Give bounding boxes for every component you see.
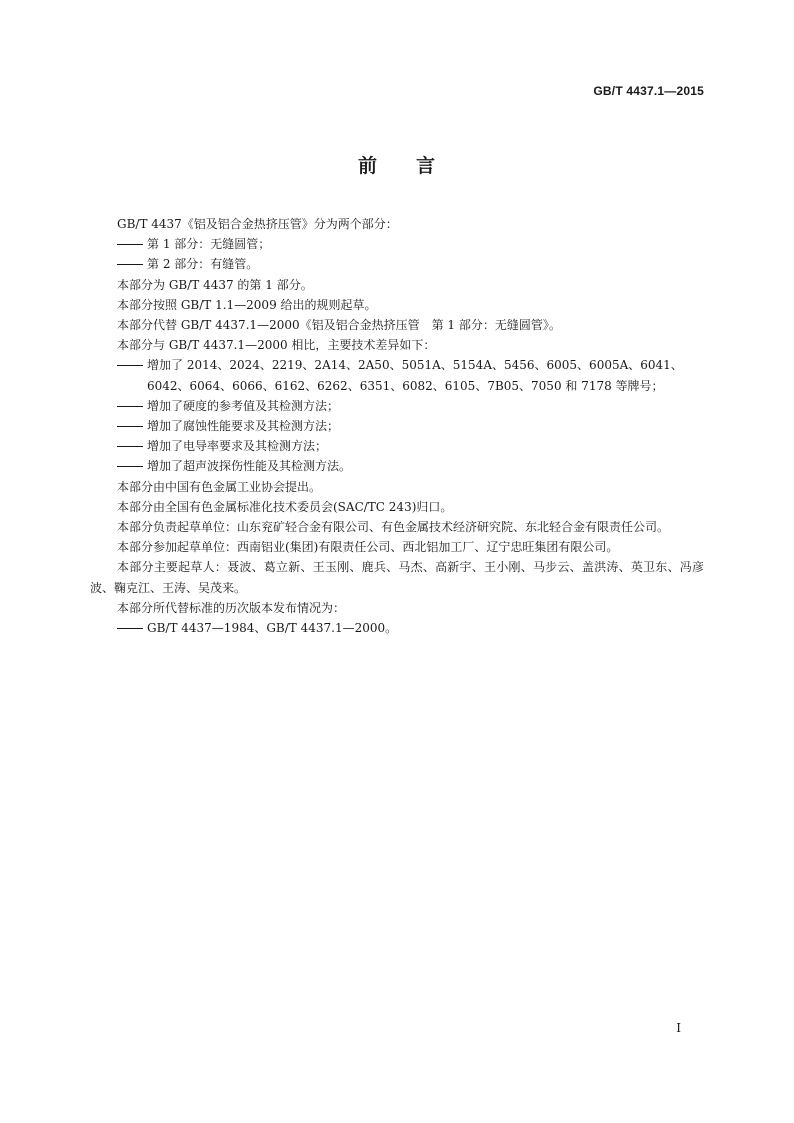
standard-code: GB/T 4437.1—2015 [593, 84, 704, 98]
paragraph-proposed-by: 本部分由中国有色金属工业协会提出。 [117, 479, 322, 494]
paragraph-differences: 本部分与 GB/T 4437.1—2000 相比，主要技术差异如下： [117, 338, 436, 353]
paragraph-drafters: 本部分主要起草人：聂波、葛立新、王玉刚、鹿兵、马杰、高新宇、王小刚、马步云、盖洪涛、英卫东、冯彦波、鞠克江、王涛、吴茂来。 [90, 560, 704, 595]
paragraph-drafting-rules: 本部分按照 GB/T 1.1—2009 给出的规则起草。 [117, 297, 377, 312]
paragraph-history: 本部分所代替标准的历次版本发布情况为： [117, 600, 346, 615]
paragraph-participating-units: 本部分参加起草单位：西南铝业(集团)有限责任公司、西北铝加工厂、辽宁忠旺集团有限公司。 [117, 540, 619, 555]
paragraph-drafting-units: 本部分负责起草单位：山东兖矿轻合金有限公司、有色金属技术经济研究院、东北轻合金有限责任公司。 [117, 520, 670, 535]
paragraph-replaces: 本部分代替 GB/T 4437.1—2000《铝及铝合金热挤压管 第 1 部分：无缝圆管》。 [117, 318, 561, 333]
title-char-2: 言 [416, 155, 437, 177]
title-char-1: 前 [357, 155, 378, 177]
paragraph-this-part: 本部分为 GB/T 4437 的第 1 部分。 [117, 277, 313, 292]
dash-item-part2: 第 2 部分：有缝管。 [90, 254, 704, 274]
dash-item-corrosion: 增加了腐蚀性能要求及其检测方法； [90, 416, 704, 436]
dash-item-grades: 增加了 2014、2024、2219、2A14、2A50、5051A、5154A、5456、6005、6005A、6041、6042、6064、6066、6162、6262、6351、6082、6105、7B05、7050 和 7178 等牌号； [90, 355, 704, 395]
dash-item-history: GB/T 4437—1984、GB/T 4437.1—2000。 [90, 618, 704, 638]
dash-item-hardness: 增加了硬度的参考值及其检测方法； [90, 396, 704, 416]
foreword-body [90, 214, 704, 638]
paragraph-parts-intro: GB/T 4437《铝及铝合金热挤压管》分为两个部分： [117, 217, 398, 231]
dash-item-ultrasonic: 增加了超声波探伤性能及其检测方法。 [90, 456, 704, 476]
paragraph-centralized-by: 本部分由全国有色金属标准化技术委员会(SAC/TC 243)归口。 [117, 499, 453, 514]
page-number: I [676, 1021, 681, 1035]
dash-item-part1: 第 1 部分：无缝圆管； [90, 234, 704, 254]
dash-item-conductivity: 增加了电导率要求及其检测方法； [90, 436, 704, 456]
page-title [0, 151, 794, 178]
